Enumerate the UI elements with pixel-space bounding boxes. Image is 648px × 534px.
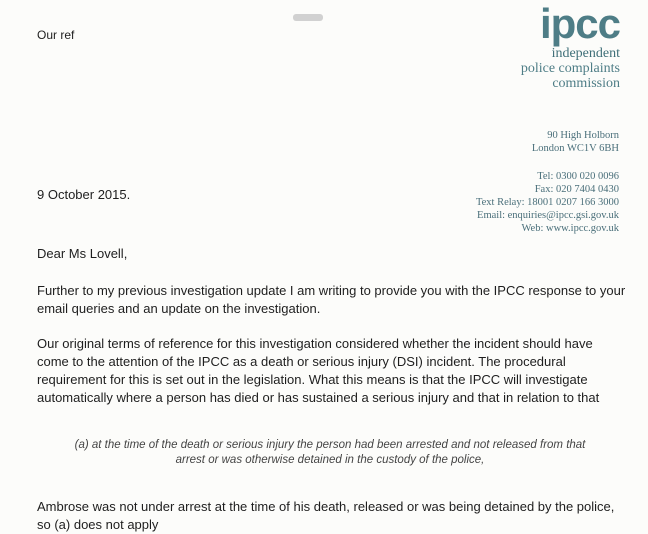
contact-web: Web: www.ipcc.gov.uk [521,223,619,234]
logo-line-commission: commission [552,76,620,91]
legislation-quote: (a) at the time of the death or serious injury the person had been arrested and not released from that arrest or was otherwise detained in the custody of the police, [74,439,586,466]
logo-line-independent: independent [551,46,620,61]
logo-line-police-complaints: police complaints [520,61,620,76]
paragraph-1: Further to my previous investigation update I am writing to provide you with the IPCC response to your email queries and an update on the investigation. [37,283,626,316]
paragraph-3: Ambrose was not under arrest at the time of his death, released or was being detained by the police, so (a) does not apply [37,499,615,532]
address-line-1: 90 High Holborn [547,130,619,141]
scan-smudge [293,14,323,21]
ipcc-logo [470,2,620,91]
address-line-2: London WC1V 6BH [531,143,619,154]
salutation: Dear Ms Lovell, [37,246,128,261]
paragraph-2: Our original terms of reference for this investigation considered whether the incident should have come to the attention of the IPCC as a death or serious injury (DSI) incident. The procedural requirement for this is set out in the legislation. What this means is that the IPCC will investigate automatically where a person has died or has sustained a serious injury and that in relation to that [37,336,600,405]
contact-tel: Tel: 0300 020 0096 [537,171,619,182]
contact-text-relay: Text Relay: 18001 0207 166 3000 [475,197,619,208]
contact-fax: Fax: 020 7404 0430 [534,184,619,195]
letter-date: 9 October 2015. [37,187,131,202]
contact-email: Email: enquiries@ipcc.gsi.gov.uk [477,210,619,221]
our-ref-label: Our ref [37,28,75,42]
contact-block [476,129,619,235]
logo-mark: ipcc [539,0,620,47]
